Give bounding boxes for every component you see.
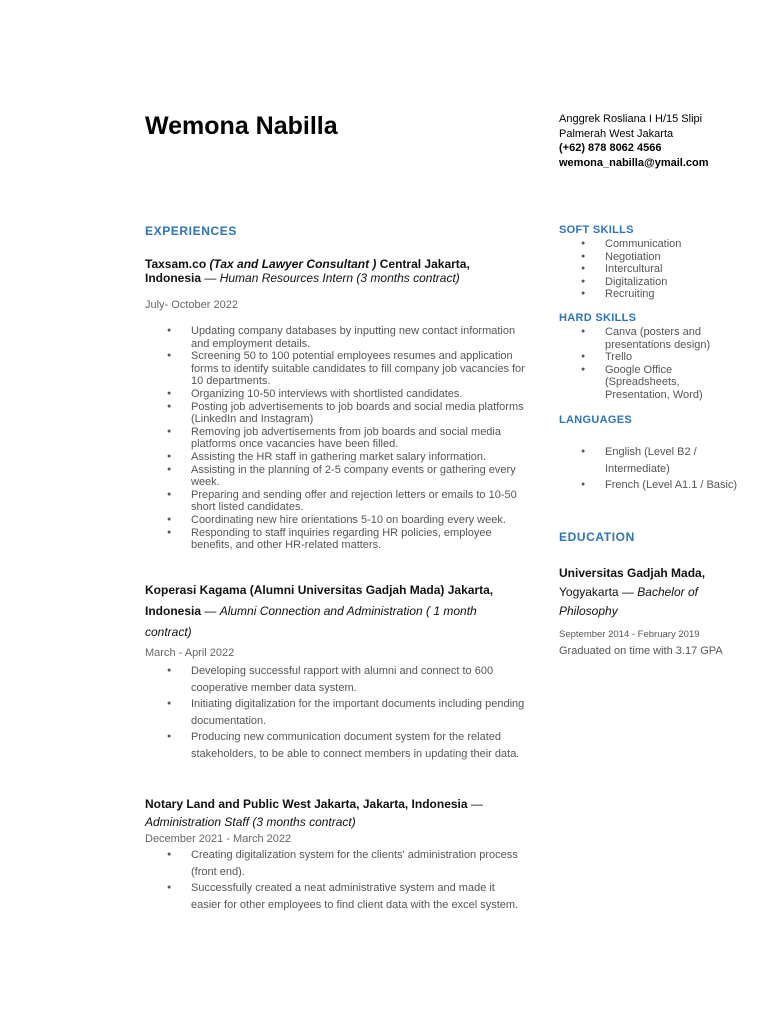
soft-skill-item: ● Communication	[559, 238, 739, 251]
education-separator: —	[618, 585, 638, 599]
languages-list-wrap	[559, 444, 739, 494]
job-bullets	[145, 663, 525, 762]
job-bullet: ● Producing new communication document system for the related stakeholders, to be able to connect members in updating their data.	[145, 729, 525, 762]
education-dates: September 2014 - February 2019	[559, 629, 700, 640]
experiences-heading: EXPERIENCES	[145, 224, 237, 238]
job-bullet: ● Removing job advertisements from job boards and social media platforms once vacancies have been filled.	[145, 426, 525, 451]
soft-skills-heading: SOFT SKILLS	[559, 224, 634, 236]
language-item: ● English (Level B2 / Intermediate)	[559, 444, 739, 477]
job-bullet: ● Responding to staff inquiries regarding HR policies, employee benefits, and other HR-related matters.	[145, 527, 525, 552]
soft-skills-list	[559, 238, 739, 301]
address-line-2: Palmerah West Jakarta	[559, 127, 674, 140]
job-entry-kagama	[145, 580, 525, 762]
education-note: Graduated on time with 3.17 GPA	[559, 645, 723, 657]
job-company-note: (Tax and Lawyer Consultant )	[209, 257, 377, 271]
job-location: Central Jakarta, Indonesia	[145, 257, 470, 285]
languages-heading: LANGUAGES	[559, 414, 632, 426]
job-company: Taxsam.co	[145, 257, 210, 271]
job-bullet: ● Updating company databases by inputting new contact information and employment details.	[145, 325, 525, 350]
job-bullet: ● Screening 50 to 100 potential employees resumes and application forms to identify suitable candidates to fill company job vacancies for 10 departments.	[145, 350, 525, 388]
job-dates: March - April 2022	[145, 647, 235, 659]
job-company: Koperasi Kagama (Alumni Universitas Gadjah Mada) Jakarta, Indonesia	[145, 583, 494, 618]
job-entry-taxsam	[145, 257, 525, 552]
hard-skills-heading: HARD SKILLS	[559, 312, 637, 324]
job-separator: —	[201, 604, 220, 618]
job-role: Administration Staff (3 months contract)	[145, 815, 356, 829]
job-bullet: ● Assisting the HR staff in gathering market salary information.	[145, 451, 525, 464]
hard-skill-item: ● Trello	[559, 351, 739, 364]
education-degree: Bachelor of Philosophy	[559, 585, 698, 618]
job-bullet: ● Preparing and sending offer and rejection letters or emails to 10-50 short listed candidates.	[145, 489, 525, 514]
job-header	[145, 795, 525, 831]
education-heading: EDUCATION	[559, 530, 635, 544]
job-header	[145, 257, 525, 285]
phone-number: (+62) 878 8062 4566	[559, 142, 662, 154]
job-bullet: ● Initiating digitalization for the important documents including pending documentation.	[145, 696, 525, 729]
soft-skill-item: ● Negotiation	[559, 251, 739, 264]
job-dates: July- October 2022	[145, 299, 238, 311]
soft-skill-item: ● Digitalization	[559, 276, 739, 289]
soft-skill-item: ● Recruiting	[559, 288, 739, 301]
job-bullet: ● Posting job advertisements to job boards and social media platforms (LinkedIn and Instagram)	[145, 401, 525, 426]
job-bullet: ● Developing successful rapport with alumni and connect to 600 cooperative member data system.	[145, 663, 525, 696]
email-address: wemona_nabilla@ymail.com	[559, 156, 709, 169]
job-bullet: ● Creating digitalization system for the clients' administration process (front end).	[145, 847, 525, 880]
contact-block	[559, 112, 709, 170]
job-separator: —	[201, 271, 220, 285]
soft-skill-item: ● Intercultural	[559, 263, 739, 276]
job-bullet: ● Assisting in the planning of 2-5 company events or gathering every week.	[145, 464, 525, 489]
languages-list	[559, 444, 739, 494]
hard-skill-item: ● Canva (posters and presentations design)	[559, 326, 739, 351]
soft-skills-list-wrap	[559, 238, 739, 301]
candidate-name: Wemona Nabilla	[145, 112, 338, 140]
hard-skills-list	[559, 326, 739, 401]
language-item: ● French (Level A1.1 / Basic)	[559, 477, 739, 494]
job-bullet: ● Successfully created a neat administrative system and made it easier for other employees to find client data with the excel system.	[145, 880, 525, 913]
job-header	[145, 580, 525, 643]
job-entry-notary	[145, 795, 525, 913]
address-line-1: Anggrek Rosliana I H/15 Slipi	[559, 113, 703, 125]
job-bullet: ● Coordinating new hire orientations 5-10 on boarding every week.	[145, 514, 525, 527]
education-entry	[559, 564, 739, 659]
education-header	[559, 564, 739, 621]
job-role: Human Resources Intern (3 months contract)	[219, 271, 460, 285]
job-separator: —	[467, 797, 483, 811]
hard-skills-list-wrap	[559, 326, 739, 401]
job-company: Notary Land and Public West Jakarta, Jakarta, Indonesia	[145, 797, 468, 811]
job-bullets	[145, 847, 525, 913]
education-location: Yogyakarta	[559, 585, 619, 599]
job-dates: December 2021 - March 2022	[145, 833, 292, 845]
job-bullet: ● Organizing 10-50 interviews with shortlisted candidates.	[145, 388, 525, 401]
job-bullets	[145, 325, 525, 552]
hard-skill-item: ● Google Office (Spreadsheets, Presentation, Word)	[559, 364, 739, 402]
job-role: Alumni Connection and Administration ( 1 month contract)	[145, 604, 477, 639]
education-school: Universitas Gadjah Mada,	[559, 566, 706, 580]
